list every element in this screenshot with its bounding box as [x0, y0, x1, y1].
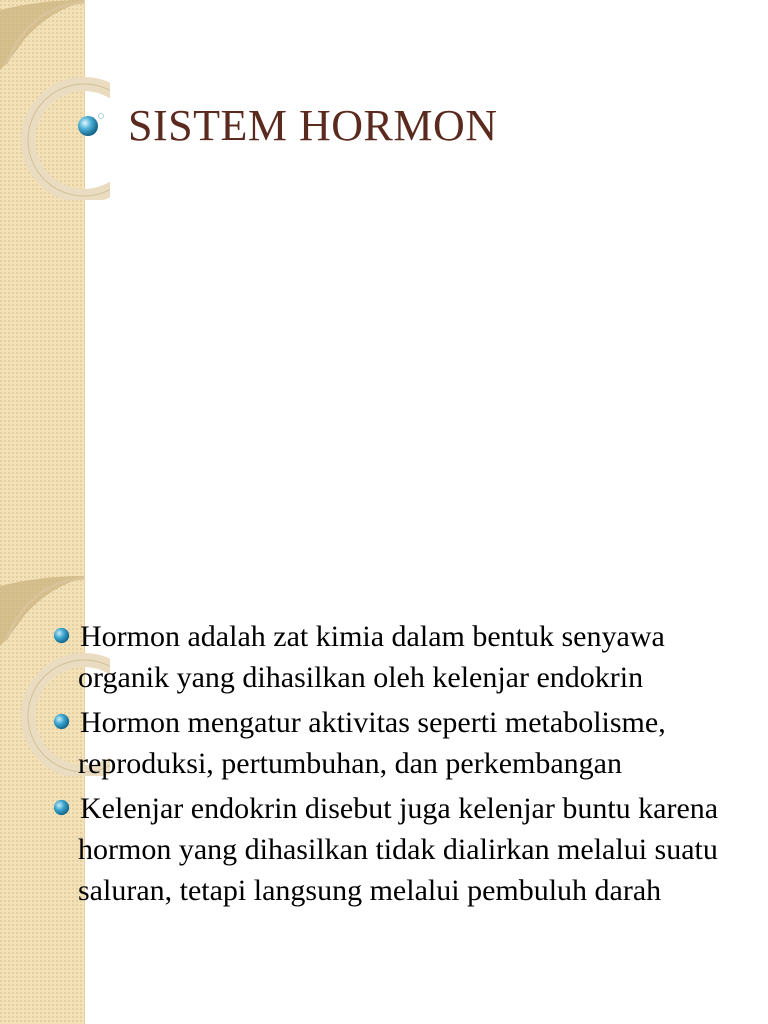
bullet-dot-icon — [52, 712, 71, 731]
slide-content — [0, 576, 768, 1024]
bullet-text: Hormon mengatur aktivitas seperti metabolisme, reproduksi, pertumbuhan, dan perkembangan — [78, 706, 666, 780]
slide-title-text: SISTEM HORMON — [128, 101, 498, 150]
bullet-item — [52, 788, 752, 911]
bullet-item — [52, 702, 752, 784]
bullet-list — [52, 616, 752, 915]
decorative-arc-ornament — [0, 0, 110, 200]
bullet-dot-icon — [52, 626, 71, 645]
bullet-text: Hormon adalah zat kimia dalam bentuk senyawa organik yang dihasilkan oleh kelenjar endokrin — [78, 620, 665, 694]
bullet-text: Kelenjar endokrin disebut juga kelenjar buntu karena hormon yang dihasilkan tidak dialirkan melalui suatu saluran, tetapi langsung melalui pembuluh darah — [78, 792, 719, 907]
bullet-dot-icon — [52, 798, 71, 817]
title-bullet-icon — [76, 110, 106, 140]
bullet-item — [52, 616, 752, 698]
